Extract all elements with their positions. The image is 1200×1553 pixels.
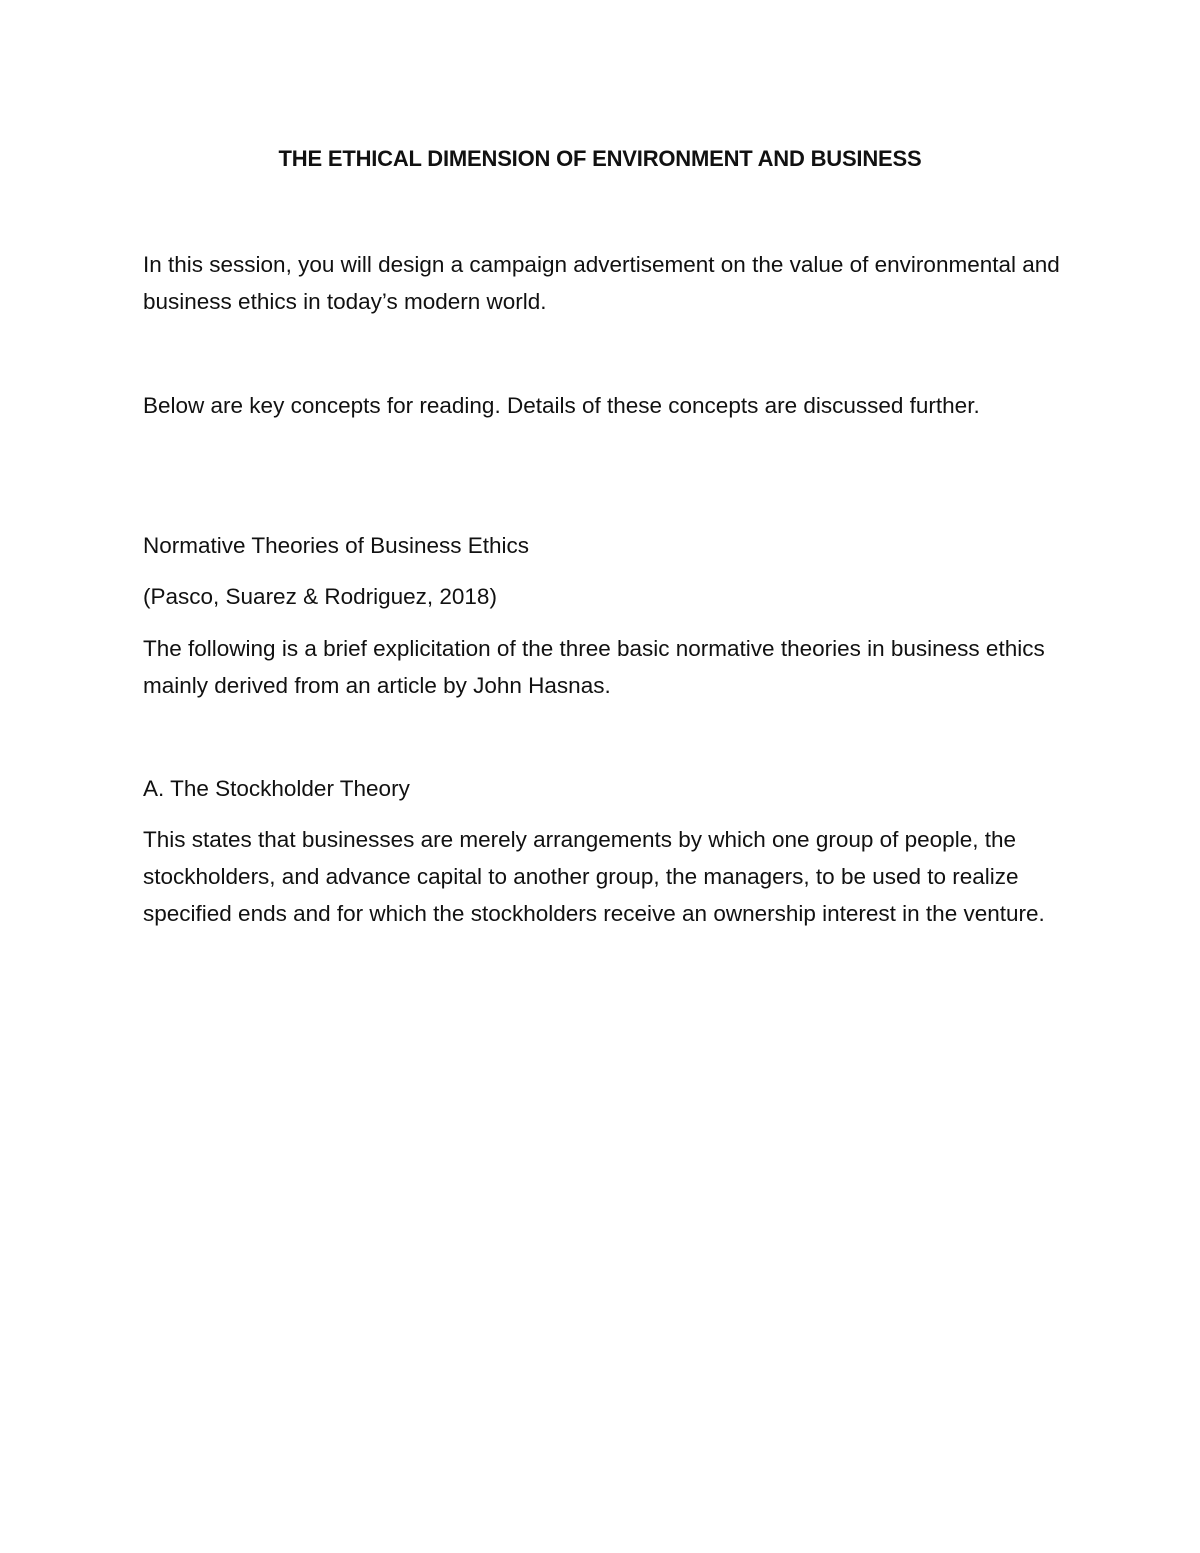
- stockholder-theory-paragraph: This states that businesses are merely arrangements by which one group of people, the stockholders, and advance capital to another group, the managers, to be used to realize specified ends and for which the stockholders receive an ownership interest in the venture.: [143, 827, 1045, 926]
- intro-paragraph: In this session, you will design a campaign advertisement on the value of environmental and business ethics in today’s modern world.: [143, 252, 1060, 314]
- subsection-heading-stockholder-theory: A. The Stockholder Theory: [143, 776, 410, 801]
- citation: (Pasco, Suarez & Rodriguez, 2018): [143, 584, 497, 609]
- key-concepts-paragraph: Below are key concepts for reading. Details of these concepts are discussed further.: [143, 393, 980, 418]
- explicitation-paragraph: The following is a brief explicitation of the three basic normative theories in business ethics mainly derived from an article by John Hasnas.: [143, 636, 1045, 698]
- section-heading-normative-theories: Normative Theories of Business Ethics: [143, 533, 529, 558]
- document-title: THE ETHICAL DIMENSION OF ENVIRONMENT AND BUSINESS: [278, 146, 922, 171]
